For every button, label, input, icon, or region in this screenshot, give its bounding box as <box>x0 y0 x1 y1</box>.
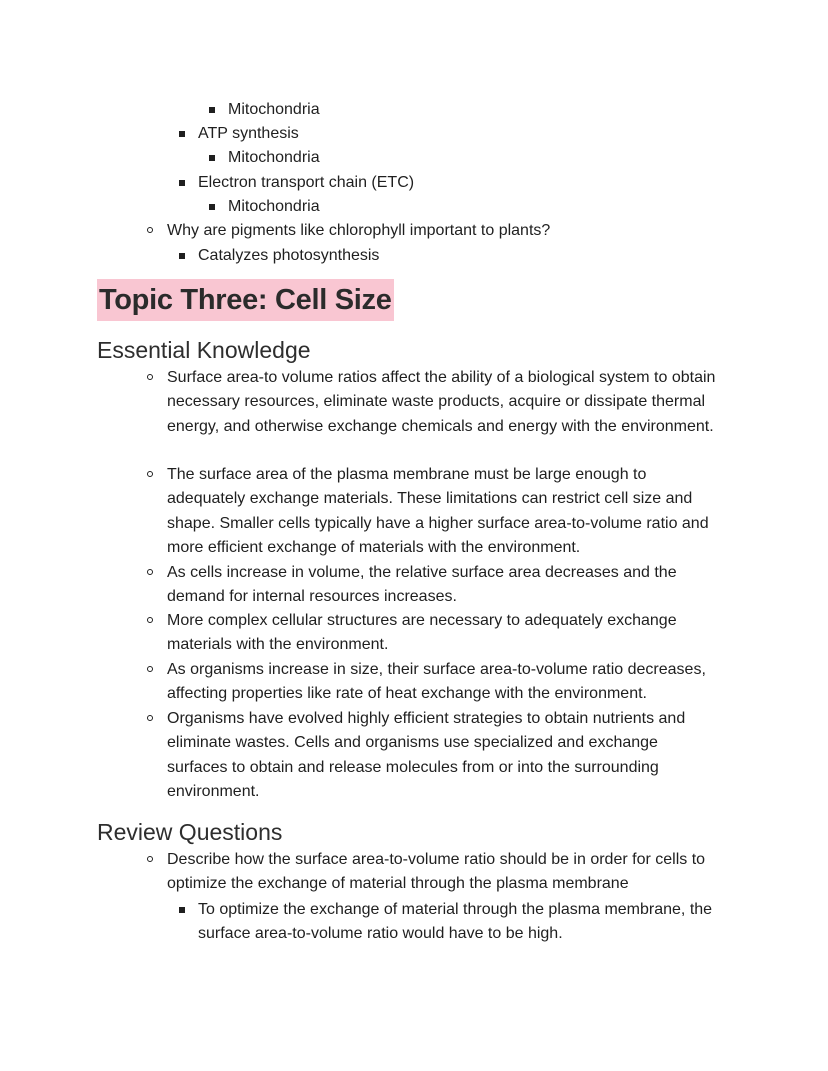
topic-title: Topic Three: Cell Size <box>97 279 394 321</box>
list-item: Catalyzes photosynthesis <box>198 244 379 268</box>
list-item: As cells increase in volume, the relative surface area decreases and the demand for internal resources increases. <box>167 561 722 610</box>
list-item: Why are pigments like chlorophyll important to plants? <box>167 219 550 243</box>
review-questions-heading: Review Questions <box>97 819 283 845</box>
list-item: Surface area-to volume ratios affect the ability of a biological system to obtain necessary resources, eliminate waste products, acquire or dissipate thermal energy, and otherwise exchange chemicals and energy with the environment. <box>167 366 722 439</box>
review-answer: To optimize the exchange of material through the plasma membrane, the surface area-to-volume ratio would have to be high. <box>198 898 718 947</box>
list-item: More complex cellular structures are necessary to adequately exchange materials with the environment. <box>167 609 722 658</box>
list-item: Mitochondria <box>228 146 320 170</box>
list-item: The surface area of the plasma membrane must be large enough to adequately exchange materials. These limitations can restrict cell size and shape. Smaller cells typically have a higher surface area-to-volume ratio and more efficient exchange of materials with the environment. <box>167 463 722 561</box>
list-item: As organisms increase in size, their surface area-to-volume ratio decreases, affecting properties like rate of heat exchange with the environment. <box>167 658 732 707</box>
list-item: Organisms have evolved highly efficient strategies to obtain nutrients and eliminate wastes. Cells and organisms use specialized and exchange surfaces to obtain and release molecules from or into the surrounding environment. <box>167 707 722 805</box>
list-item: Electron transport chain (ETC) <box>198 171 414 195</box>
essential-knowledge-heading: Essential Knowledge <box>97 337 311 363</box>
list-item: ATP synthesis <box>198 122 299 146</box>
list-item: Mitochondria <box>228 98 320 122</box>
list-item: Mitochondria <box>228 195 320 219</box>
review-question: Describe how the surface area-to-volume ratio should be in order for cells to optimize the exchange of material through the plasma membrane <box>167 848 727 897</box>
